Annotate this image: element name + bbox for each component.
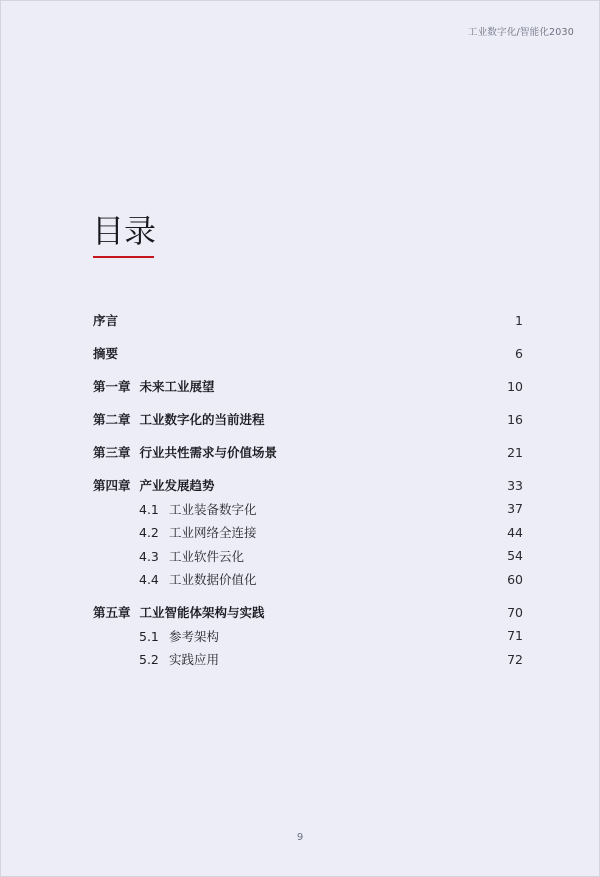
toc-section-number: 4.4	[139, 572, 159, 588]
toc-section-label: 工业网络全连接	[168, 525, 257, 541]
toc-entry-label: 序言	[93, 313, 119, 328]
toc-section-number: 5.1	[139, 628, 159, 644]
toc-section-4-2[interactable]	[93, 521, 523, 545]
toc-page-number: 60	[507, 571, 523, 587]
toc-spacer	[93, 365, 523, 374]
toc-page-number: 70	[507, 604, 523, 620]
toc-section-number: 5.2	[139, 652, 159, 668]
toc-entry-chapter-1[interactable]	[93, 374, 523, 398]
toc-entry-abstract[interactable]	[93, 341, 523, 365]
toc-section-number: 4.2	[139, 525, 159, 541]
toc-section-label: 工业装备数字化	[168, 501, 257, 517]
toc-section-number: 4.3	[139, 548, 159, 564]
toc-page-number: 54	[507, 548, 523, 564]
toc-section-5-2[interactable]	[93, 648, 523, 672]
toc-page-number: 16	[507, 411, 523, 427]
toc-page-number: 10	[507, 378, 523, 394]
toc-entry-chapter-4[interactable]	[93, 473, 523, 497]
toc-entry-label: 摘要	[93, 346, 119, 361]
toc-section-label: 实践应用	[168, 652, 219, 668]
page-number-footer: 9	[296, 832, 304, 843]
toc-entry-chapter-5[interactable]	[93, 600, 523, 624]
toc-page-number: 6	[515, 345, 523, 361]
toc-entry-label: 行业共性需求与价值场景	[139, 445, 278, 460]
toc-entry-label: 未来工业展望	[139, 379, 215, 394]
toc-spacer	[93, 431, 523, 440]
title-underline	[93, 256, 154, 258]
toc-entry-label: 工业数字化的当前进程	[139, 412, 265, 427]
toc-section-number: 4.1	[139, 501, 159, 517]
toc-chapter-number: 第二章	[93, 412, 131, 427]
toc-page-number: 71	[507, 628, 523, 644]
toc-entry-preface[interactable]	[93, 308, 523, 332]
toc-entry-label: 工业智能体架构与实践	[139, 605, 265, 620]
toc-page-number: 33	[507, 477, 523, 493]
toc-spacer	[93, 464, 523, 473]
toc-entry-chapter-2[interactable]	[93, 407, 523, 431]
toc-section-label: 工业数据价值化	[168, 572, 257, 588]
toc-page-number: 21	[507, 444, 523, 460]
toc-page-number: 72	[507, 651, 523, 667]
toc-page-number: 1	[515, 312, 523, 328]
toc-spacer	[93, 332, 523, 341]
running-header: 工业数字化/智能化2030	[468, 27, 574, 38]
toc-entry-chapter-3[interactable]	[93, 440, 523, 464]
toc-spacer	[93, 398, 523, 407]
toc-spacer	[93, 591, 523, 600]
toc-page-number: 44	[507, 524, 523, 540]
toc-section-4-4[interactable]	[93, 568, 523, 592]
toc-page-number: 37	[507, 501, 523, 517]
toc-section-label: 参考架构	[168, 628, 219, 644]
toc-section-5-1[interactable]	[93, 624, 523, 648]
toc-chapter-number: 第三章	[93, 445, 131, 460]
toc-chapter-number: 第四章	[93, 478, 131, 493]
toc-section-4-3[interactable]	[93, 544, 523, 568]
toc-chapter-number: 第一章	[93, 379, 131, 394]
toc-chapter-number: 第五章	[93, 605, 131, 620]
toc-entry-label: 产业发展趋势	[139, 478, 215, 493]
toc-title: 目录	[92, 212, 157, 250]
table-of-contents	[93, 308, 523, 671]
toc-section-label: 工业软件云化	[168, 548, 244, 564]
toc-section-4-1[interactable]	[93, 497, 523, 521]
